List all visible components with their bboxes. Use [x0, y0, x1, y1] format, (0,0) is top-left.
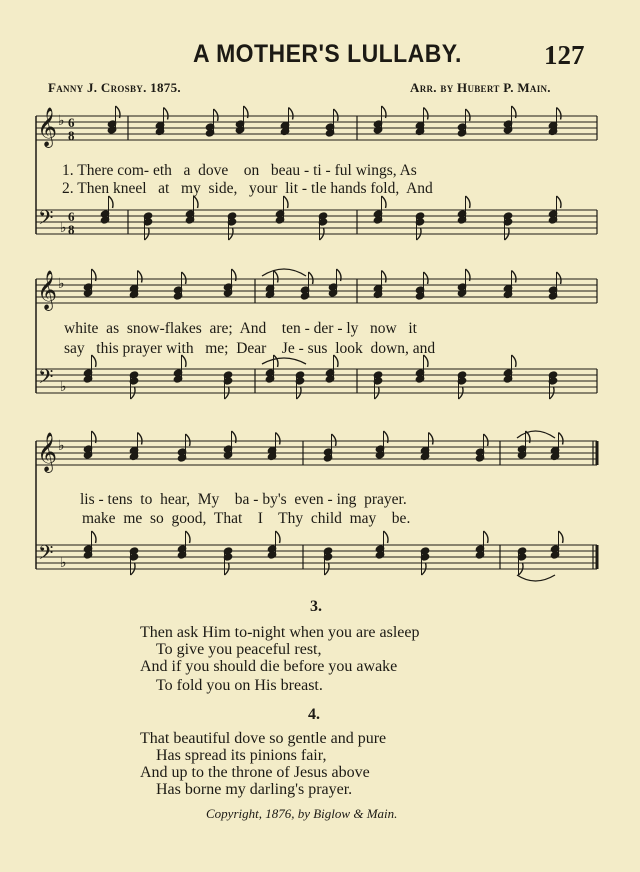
stanza-3-line: Then ask Him to-night when you are asleep — [140, 624, 420, 641]
note-flag — [334, 109, 339, 121]
author-credit: Fanny J. Crosby. 1875. — [48, 80, 181, 95]
tie-arc — [517, 575, 555, 581]
note-flag — [382, 271, 387, 283]
note-flag — [182, 272, 187, 284]
lyrics-sys1-verse1: 1. There com- eth a dove on beau - ti - ful wings, As — [62, 162, 417, 179]
note-flag — [186, 531, 191, 543]
note-flag — [484, 531, 489, 543]
treble-clef-icon: 𝄞 — [37, 107, 58, 147]
stanza-4-line: That beautiful dove so gentle and pure — [140, 730, 387, 747]
note-flag — [164, 108, 169, 120]
stanza-3-line: And if you should die before you awake — [140, 658, 398, 675]
copyright-notice: Copyright, 1876, by Biglow & Main. — [206, 806, 398, 821]
note-flag — [559, 433, 564, 445]
note-flag — [559, 531, 564, 543]
note-flag — [484, 434, 489, 446]
note-flag — [214, 109, 219, 121]
lyrics-sys2-verse1: white as snow-flakes are; And ten - der - ly now it — [64, 320, 417, 337]
note-flag — [557, 196, 562, 208]
note-flag — [289, 108, 294, 120]
stanza-4-line: Has borne my darling's prayer. — [156, 781, 353, 798]
time-signature: 6 — [68, 115, 75, 130]
note-flag — [429, 433, 434, 445]
bass-clef-icon: 𝄢 — [38, 541, 54, 569]
note-flag — [512, 271, 517, 283]
note-flag — [274, 271, 279, 283]
lyrics-sys2-verse2: say this prayer with me; Dear Je - sus look down, and — [64, 340, 436, 357]
flat-key-signature-icon: ♭ — [58, 439, 65, 454]
note-flag — [92, 531, 97, 543]
stanza-3-number: 3. — [310, 598, 322, 615]
note-flag — [138, 433, 143, 445]
note-flag — [466, 109, 471, 121]
note-flag — [276, 531, 281, 543]
note-flag — [424, 108, 429, 120]
stanza-4-line: And up to the throne of Jesus above — [140, 764, 370, 781]
note-flag — [424, 272, 429, 284]
note-flag — [309, 272, 314, 284]
note-flag — [186, 434, 191, 446]
treble-clef-icon: 𝄞 — [37, 270, 58, 310]
stanza-3-line: To fold you on His breast. — [156, 677, 323, 694]
arranger-credit: Arr. by Hubert P. Main. — [410, 80, 551, 95]
flat-key-signature-icon: ♭ — [60, 380, 67, 395]
stanza-4-number: 4. — [308, 706, 320, 723]
note-flag — [557, 272, 562, 284]
flat-key-signature-icon: ♭ — [60, 556, 67, 571]
time-signature: 6 — [68, 209, 75, 224]
note-flag — [557, 108, 562, 120]
lyrics-sys1-verse2: 2. Then kneel at my side, your lit - tle hands fold, And — [62, 180, 433, 197]
bass-clef-icon: 𝄢 — [38, 365, 54, 393]
flat-key-signature-icon: ♭ — [60, 221, 67, 236]
bass-clef-icon: 𝄢 — [38, 206, 54, 234]
note-flag — [276, 433, 281, 445]
lyrics-sys3-verse2: make me so good, That I Thy child may be. — [82, 510, 411, 527]
treble-clef-icon: 𝄞 — [37, 432, 58, 472]
flat-key-signature-icon: ♭ — [58, 277, 65, 292]
page-number: 127 — [544, 40, 585, 70]
note-flag — [466, 196, 471, 208]
time-signature: 8 — [68, 222, 75, 237]
stanza-4-line: Has spread its pinions fair, — [156, 747, 327, 764]
note-flag — [384, 531, 389, 543]
note-flag — [512, 355, 517, 367]
stanza-3-line: To give you peaceful rest, — [156, 641, 322, 658]
time-signature: 8 — [68, 128, 75, 143]
hymn-title: A MOTHER'S LULLABY. — [193, 40, 462, 68]
flat-key-signature-icon: ♭ — [58, 114, 65, 129]
tie-arc — [517, 431, 555, 438]
note-flag — [138, 271, 143, 283]
tie-arc — [262, 358, 306, 364]
note-flag — [332, 434, 337, 446]
tie-arc — [262, 269, 306, 276]
lyrics-sys3-verse1: lis - tens to hear, My ba - by's even - ing prayer. — [80, 491, 407, 508]
